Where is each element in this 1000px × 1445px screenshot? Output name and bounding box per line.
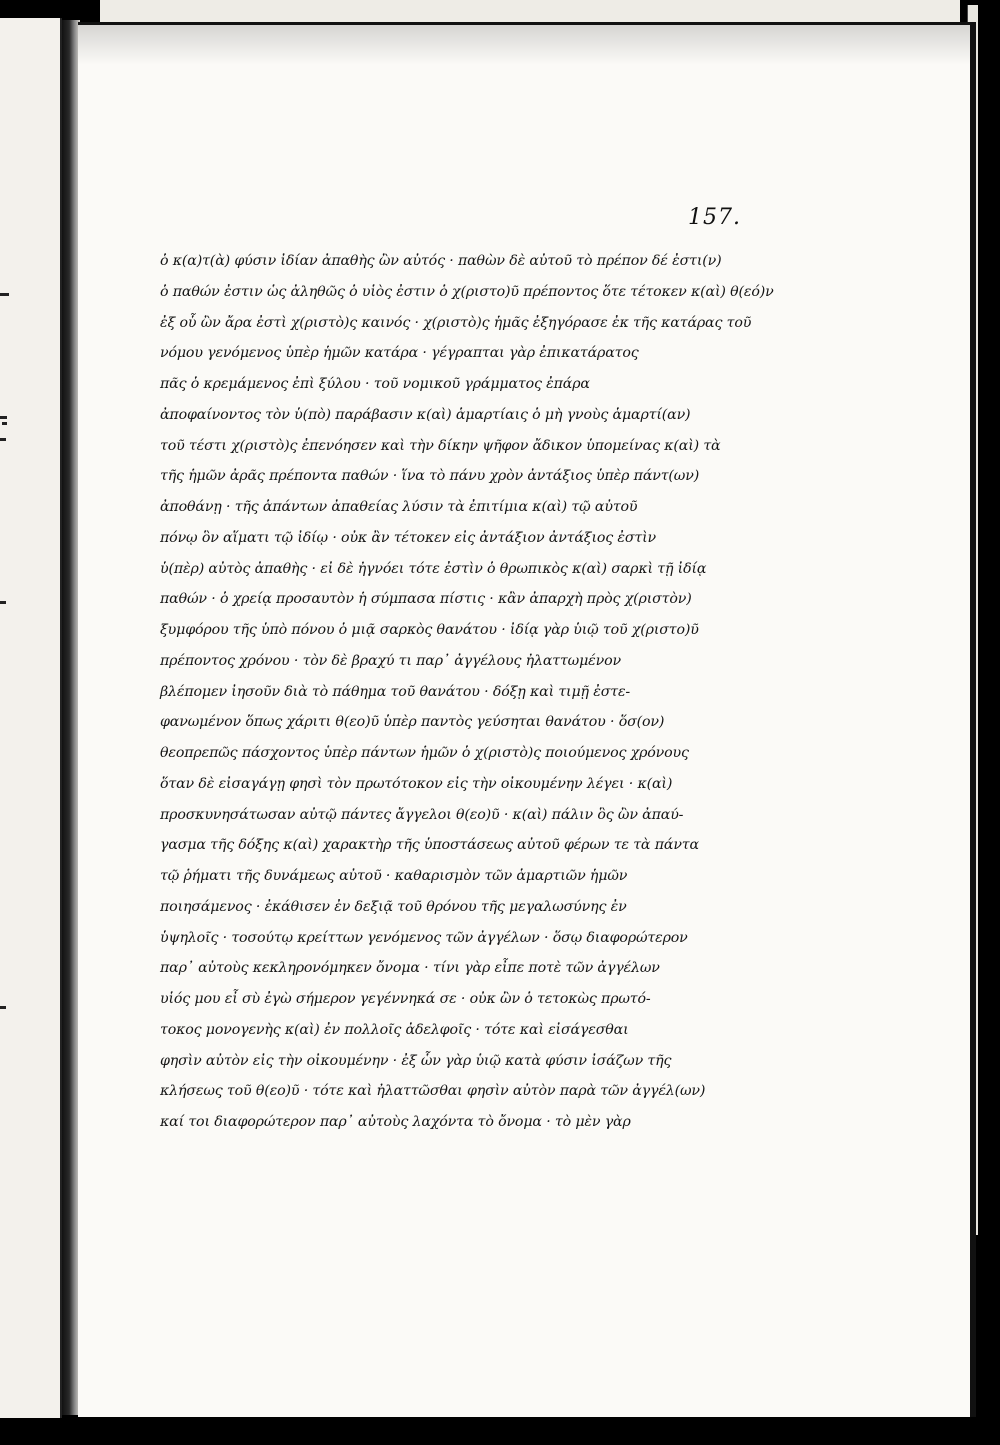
text-line: τῷ ῥήματι τῆς δυνάμεως αὐτοῦ · καθαρισμὸν τῶν ἁμαρτιῶν ἡμῶν — [160, 868, 628, 884]
text-line: γασμα τῆς δόξης κ(αὶ) χαρακτὴρ τῆς ὑποστάσεως αὐτοῦ φέρων τε τὰ πάντα — [160, 837, 699, 854]
text-line: θεοπρεπῶς πάσχοντος ὑπὲρ πάντων ἡμῶν ὁ χ(ριστὸ)ς ποιούμενος χρόνους — [160, 745, 689, 761]
text-line: ὅταν δὲ εἰσαγάγῃ φησὶ τὸν πρωτότοκον εἰς τὴν οἰκουμένην λέγει · κ(αὶ) — [160, 775, 673, 792]
text-line: ὁ κ(α)τ(ὰ) φύσιν ἰδίαν ἀπαθὴς ὢν αὐτός · παθὼν δὲ αὐτοῦ τὸ πρέπον δέ ἐστι(ν) — [160, 253, 722, 269]
text-line: ὁ παθών ἐστιν ὡς ἀληθῶς ὁ υἱὸς ἐστιν ὁ χ(ριστο)ῦ πρέποντος ὅτε τέτοκεν κ(αὶ) θ(εό)ν — [160, 283, 774, 300]
text-line: πόνῳ ὃν αἵματι τῷ ἰδίῳ · οὐκ ἂν τέτοκεν εἰς ἀντάξιον ἀντάξιος ἐστὶν — [160, 529, 657, 546]
text-line: ἀποθάνῃ · τῆς ἁπάντων ἀπαθείας λύσιν τὰ ἐπιτίμια κ(αὶ) τῷ αὐτοῦ — [160, 499, 638, 515]
text-line: φανωμένον ὅπως χάριτι θ(εο)ῦ ὑπὲρ παντὸς γεύσηται θανάτου · ὅσ(ον) — [160, 714, 665, 731]
text-line: ὑψηλοῖς · τοσούτῳ κρείττων γενόμενος τῶν ἀγγέλων · ὅσῳ διαφορώτερον — [160, 929, 688, 946]
text-line: παρ᾽ αὐτοὺς κεκληρονόμηκεν ὄνομα · τίνι γὰρ εἶπε ποτὲ τῶν ἀγγέλων — [160, 960, 660, 977]
text-line: πρέποντος χρόνου · τὸν δὲ βραχύ τι παρ᾽ ἀγγέλους ἠλαττωμένον — [160, 652, 621, 669]
manuscript-text-block — [160, 246, 774, 1138]
text-line: τοῦ τέστι χ(ριστὸ)ς ἐπενόησεν καὶ τὴν δίκην ψῆφον ἄδικον ὑπομείνας κ(αὶ) τὰ — [160, 437, 721, 454]
text-line: προσκυνησάτωσαν αὐτῷ πάντες ἄγγελοι θ(εο)ῦ · κ(αὶ) πάλιν ὃς ὢν ἀπαύ- — [160, 806, 684, 823]
text-line: βλέπομεν ἰησοῦν διὰ τὸ πάθημα τοῦ θανάτου · δόξῃ καὶ τιμῇ ἐστε- — [160, 683, 631, 700]
text-line: καί τοι διαφορώτερον παρ᾽ αὐτοὺς λαχόντα τὸ ὄνομα · τὸ μὲν γὰρ — [160, 1114, 631, 1130]
text-line: ποιησάμενος · ἐκάθισεν ἐν δεξιᾷ τοῦ θρόνου τῆς μεγαλωσύνης ἐν — [160, 898, 627, 915]
left-page-edge — [0, 18, 62, 1418]
page-shadow — [78, 25, 970, 65]
text-line: ἀποφαίνοντος τὸν ὑ(πὸ) παράβασιν κ(αὶ) ἁμαρτίαις ὁ μὴ γνοὺς ἁμαρτί(αν) — [160, 406, 691, 423]
folio-number: 157. — [688, 205, 741, 230]
text-line: κλήσεως τοῦ θ(εο)ῦ · τότε καὶ ἠλαττῶσθαι φησὶν αὐτὸν παρὰ τῶν ἀγγέλ(ων) — [160, 1083, 706, 1100]
text-line: πᾶς ὁ κρεμάμενος ἐπὶ ξύλου · τοῦ νομικοῦ γράμματος ἐπάρα — [160, 376, 590, 392]
text-line: παθών · ὁ χρείᾳ προσαυτὸν ἡ σύμπασα πίστις · κἂν ἀπαρχὴ πρὸς χ(ριστὸν) — [160, 591, 692, 608]
text-line: ἐξ οὗ ὢν ἄρα ἐστὶ χ(ριστὸ)ς καινός · χ(ριστὸ)ς ἡμᾶς ἐξηγόρασε ἐκ τῆς κατάρας τοῦ — [160, 314, 752, 331]
text-line: ὑ(πὲρ) αὐτὸς ἀπαθὴς · εἰ δὲ ἠγνόει τότε ἐστὶν ὁ θρωπικὸς κ(αὶ) σαρκὶ τῇ ἰδίᾳ — [160, 560, 707, 577]
text-line: ξυμφόρου τῆς ὑπὸ πόνου ὁ μιᾷ σαρκὸς θανάτου · ἰδίᾳ γὰρ ὑιῷ τοῦ χ(ριστο)ῦ — [160, 622, 699, 638]
text-line: νόμου γενόμενος ὑπὲρ ἡμῶν κατάρα · γέγραπται γὰρ ἐπικατάρατος — [160, 345, 639, 362]
text-line: τοκος μονογενὴς κ(αὶ) ἐν πολλοῖς ἀδελφοῖς · τότε καὶ εἰσάγεσθαι — [160, 1021, 629, 1038]
text-line: τῆς ἡμῶν ἀρᾶς πρέποντα παθών · ἵνα τὸ πάνυ χρὸν ἀντάξιος ὑπὲρ πάντ(ων) — [160, 468, 700, 485]
text-line: υἱός μου εἶ σὺ ἐγὼ σήμερον γεγέννηκά σε · οὐκ ὢν ὁ τετοκὼς πρωτό- — [160, 991, 651, 1007]
text-line: φησὶν αὐτὸν εἰς τὴν οἰκουμένην · ἐξ ὧν γὰρ ὑιῷ κατὰ φύσιν ἰσάζων τῆς — [160, 1052, 672, 1069]
left-margin-marks — [0, 18, 60, 1418]
